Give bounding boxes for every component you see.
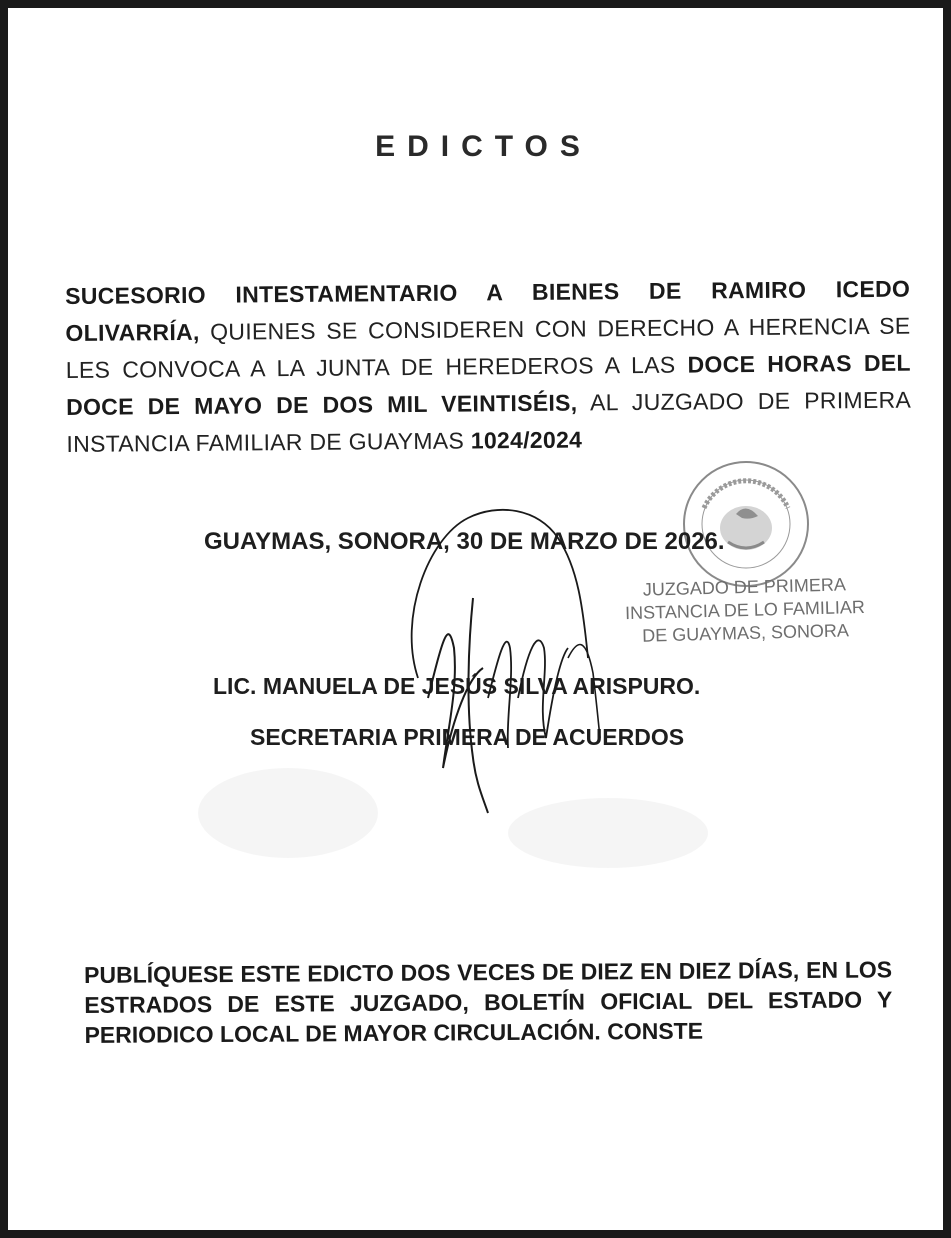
dateline: GUAYMAS, SONORA, 30 DE MARZO DE 2026. xyxy=(204,528,725,555)
edict-lead: SUCESORIO INTESTAMENTARIO A BIENES DE RAMIRO ICEDO OLIVARRÍA, xyxy=(65,275,911,346)
document-title: EDICTOS xyxy=(375,130,592,163)
scan-smudge xyxy=(198,768,378,858)
signer-role: SECRETARIA PRIMERA DE ACUERDOS xyxy=(250,724,685,750)
stamp-line-3: DE GUAYMAS, SONORA xyxy=(642,620,850,646)
handwritten-signature xyxy=(388,498,638,828)
stamp-line-1: JUZGADO DE PRIMERA xyxy=(642,574,847,600)
edict-hearing-date: DOCE HORAS DEL DOCE DE MAYO DE DOS MIL VEINTISÉIS, xyxy=(66,349,911,420)
publication-notice: PUBLÍQUESE ESTE EDICTO DOS VECES DE DIEZ EN DIEZ DÍAS, EN LOS ESTRADOS DE ESTE JUZGADO, BOLETÍN OFICIAL DEL ESTADO Y PERIODICO LOCAL DE MAYOR CIRCULACIÓN. CONSTE xyxy=(84,956,893,1048)
edict-paragraph xyxy=(65,271,912,463)
edict-text-2: AL JUZGADO DE PRIMERA INSTANCIA FAMILIAR DE GUAYMAS xyxy=(66,386,912,457)
edict-text-1: QUIENES SE CONSIDEREN CON DERECHO A HERENCIA SE LES CONVOCA A LA JUNTA DE HEREDEROS A LAS xyxy=(65,312,911,383)
court-seal xyxy=(680,458,812,590)
case-number: 1024/2024 xyxy=(470,426,583,454)
court-stamp xyxy=(619,573,871,649)
stamp-line-2: INSTANCIA DE LO FAMILIAR xyxy=(624,596,866,624)
signer-name: LIC. MANUELA DE JESÚS SILVA ARISPURO. xyxy=(213,673,701,699)
